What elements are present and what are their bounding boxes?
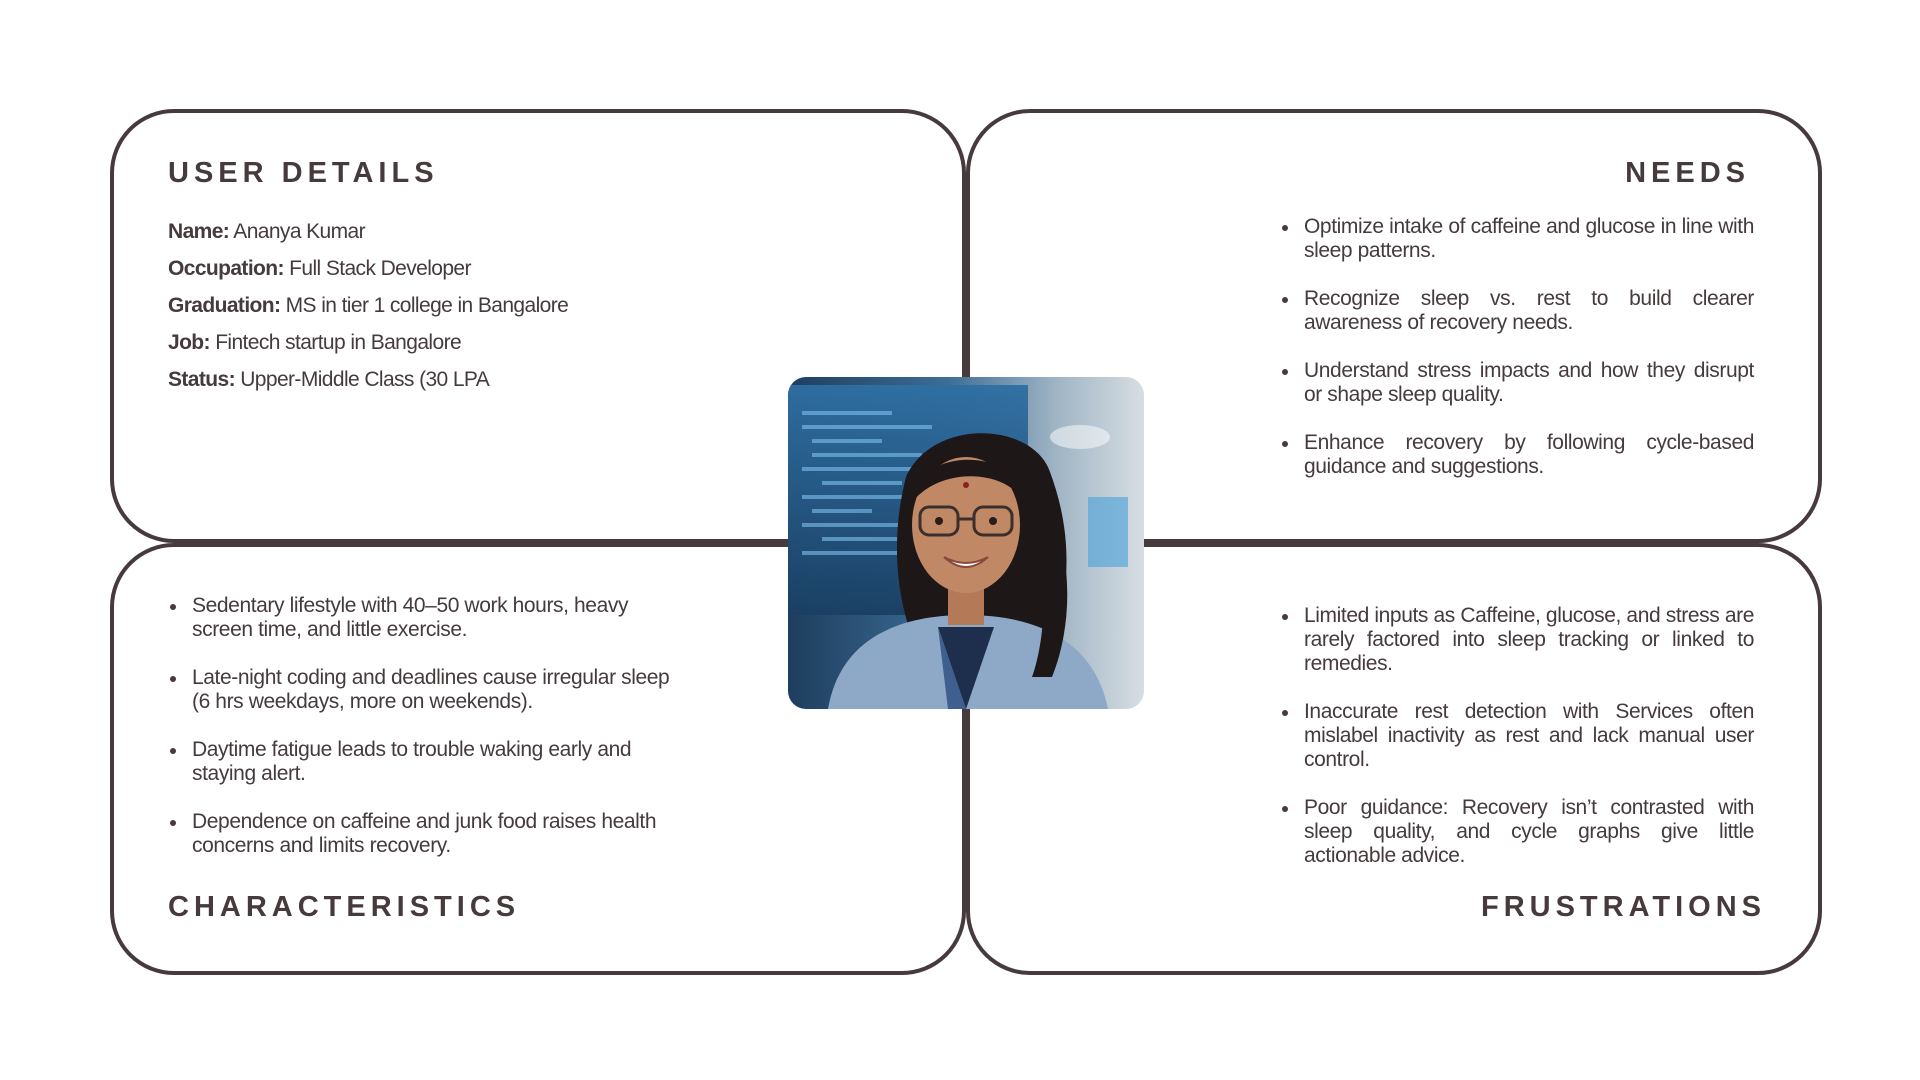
- detail-value: Full Stack Developer: [289, 257, 471, 280]
- list-item: Poor guidance: Recovery isn’t contrasted with sleep quality, and cycle graphs give little actionable advice.: [1280, 796, 1754, 868]
- list-item: Optimize intake of caffeine and glucose in line with sleep patterns.: [1280, 215, 1754, 263]
- list-item: Enhance recovery by following cycle-based guidance and suggestions.: [1280, 431, 1754, 479]
- detail-value: Fintech startup in Bangalore: [215, 331, 462, 354]
- frustrations-list: [1280, 604, 1754, 892]
- detail-value: MS in tier 1 college in Bangalore: [285, 294, 569, 317]
- list-item: Sedentary lifestyle with 40–50 work hours, heavy screen time, and little exercise.: [168, 594, 688, 642]
- characteristics-list: [168, 594, 688, 882]
- detail-row-job: [168, 324, 568, 361]
- list-item: Inaccurate rest detection with Services often mislabel inactivity as rest and lack manual user control.: [1280, 700, 1754, 772]
- detail-value: Ananya Kumar: [233, 220, 365, 243]
- needs-heading: NEEDS: [1625, 157, 1750, 189]
- list-item: Understand stress impacts and how they disrupt or shape sleep quality.: [1280, 359, 1754, 407]
- list-item: Recognize sleep vs. rest to build clearer awareness of recovery needs.: [1280, 287, 1754, 335]
- needs-list: [1280, 215, 1754, 503]
- user-details-heading: USER DETAILS: [168, 157, 439, 189]
- list-item: Late-night coding and deadlines cause irregular sleep (6 hrs weekdays, more on weekends).: [168, 666, 688, 714]
- persona-photo: [788, 377, 1144, 709]
- list-item: Dependence on caffeine and junk food raises health concerns and limits recovery.: [168, 810, 688, 858]
- detail-row-graduation: [168, 287, 568, 324]
- detail-row-name: [168, 213, 568, 250]
- list-item: Limited inputs as Caffeine, glucose, and stress are rarely factored into sleep tracking or linked to remedies.: [1280, 604, 1754, 676]
- detail-label: Occupation:: [168, 257, 284, 280]
- detail-label: Name:: [168, 220, 230, 243]
- detail-label: Graduation:: [168, 294, 281, 317]
- characteristics-heading: CHARACTERISTICS: [168, 891, 521, 923]
- detail-label: Job:: [168, 331, 210, 354]
- user-details-list: [168, 213, 568, 398]
- detail-label: Status:: [168, 368, 235, 391]
- detail-row-status: [168, 361, 568, 398]
- list-item: Daytime fatigue leads to trouble waking early and staying alert.: [168, 738, 688, 786]
- detail-value: Upper-Middle Class (30 LPA: [240, 368, 490, 391]
- detail-row-occupation: [168, 250, 568, 287]
- frustrations-heading: FRUSTRATIONS: [1480, 891, 1766, 923]
